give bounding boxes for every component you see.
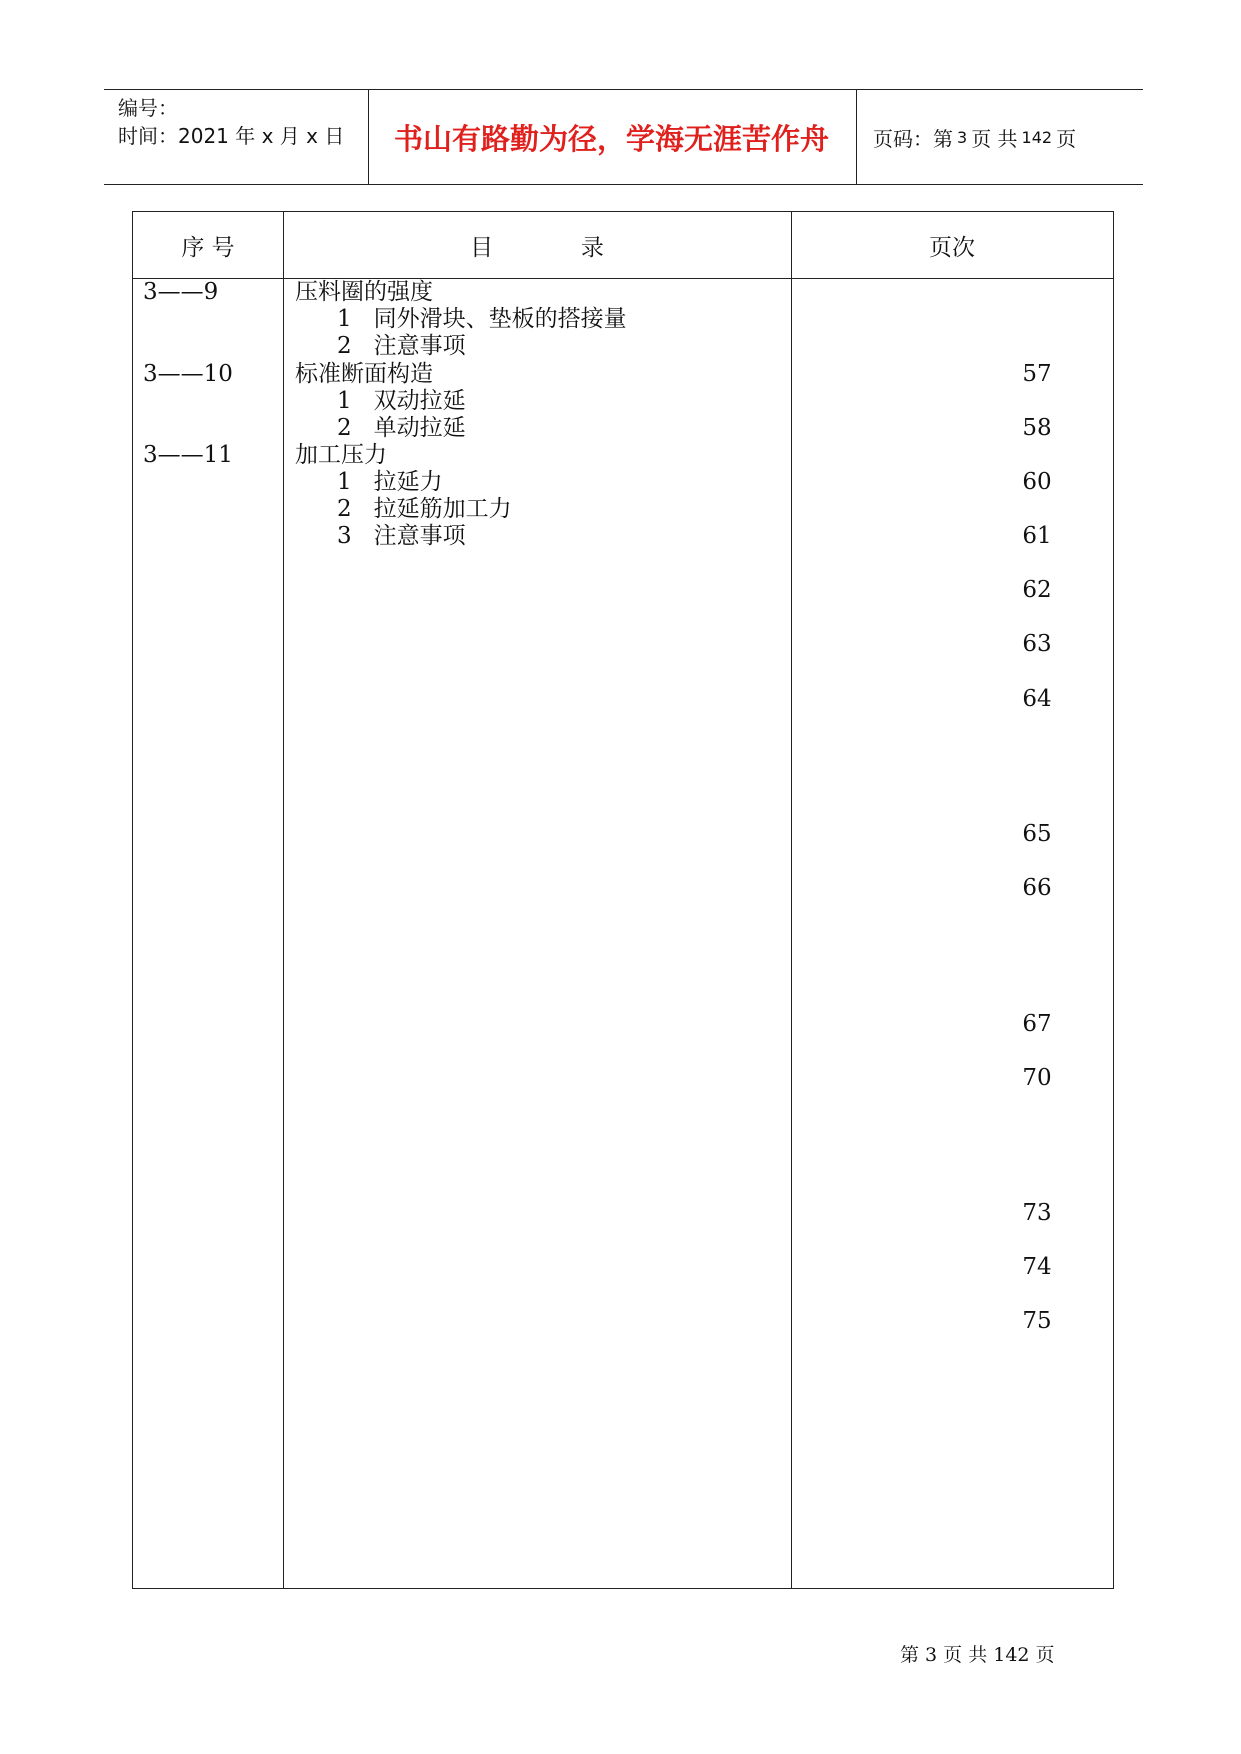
- column-divider: [283, 212, 284, 1588]
- toc-page: 64: [1022, 686, 1052, 712]
- toc-page: 73: [1022, 1200, 1052, 1226]
- toc-title: 压料圈的强度: [295, 279, 433, 305]
- toc-page: 61: [1022, 523, 1052, 549]
- toc-subitem: 2 拉延筋加工力: [337, 496, 512, 522]
- toc-page: 75: [1022, 1308, 1052, 1334]
- page-middle: 页 共: [971, 126, 1018, 151]
- toc-page: 63: [1022, 631, 1052, 657]
- time-label: 时间：2021 年 x 月 x 日: [118, 124, 345, 148]
- header-divider: [856, 90, 857, 184]
- page-header: [104, 89, 1143, 185]
- toc-table: [132, 211, 1114, 1589]
- toc-subitem: 1 拉延力: [337, 469, 443, 495]
- column-header-seq: 序 号: [181, 234, 235, 261]
- column-divider: [791, 212, 792, 1588]
- toc-title: 加工压力: [295, 442, 387, 468]
- toc-seq: 3——10: [143, 361, 233, 387]
- header-meta: [118, 94, 344, 150]
- toc-subitem: 1 同外滑块、垫板的搭接量: [337, 306, 627, 332]
- toc-page: 62: [1022, 577, 1052, 603]
- motto: 书山有路勤为径，学海无涯苦作舟: [393, 121, 829, 156]
- toc-subitem: 3 注意事项: [337, 523, 466, 549]
- toc-seq: 3——11: [143, 442, 233, 468]
- page-total: 142: [1021, 127, 1053, 147]
- toc-page: 60: [1022, 469, 1052, 495]
- toc-seq: 3——9: [143, 279, 219, 305]
- page-suffix: 页: [1056, 126, 1077, 151]
- toc-page: 57: [1022, 361, 1052, 387]
- toc-subitem: 2 单动拉延: [337, 415, 466, 441]
- page-prefix: 页码：第: [873, 126, 953, 151]
- page-footer: 第 3 页 共 142 页: [900, 1644, 1055, 1666]
- column-header-title: 目 录: [470, 234, 604, 261]
- toc-page: 74: [1022, 1254, 1052, 1280]
- toc-page: 67: [1022, 1011, 1052, 1037]
- toc-subitem: 2 注意事项: [337, 333, 466, 359]
- toc-page: 58: [1022, 415, 1052, 441]
- toc-page: 70: [1022, 1065, 1052, 1091]
- number-label: 编号：: [118, 96, 178, 120]
- toc-page: 65: [1022, 821, 1052, 847]
- column-header-page: 页次: [929, 234, 975, 261]
- toc-title: 标准断面构造: [295, 361, 433, 387]
- page-current: 3: [957, 127, 968, 147]
- toc-subitem: 1 双动拉延: [337, 388, 466, 414]
- header-page-number: [873, 90, 1076, 184]
- header-row-divider: [133, 278, 1113, 279]
- toc-page: 66: [1022, 875, 1052, 901]
